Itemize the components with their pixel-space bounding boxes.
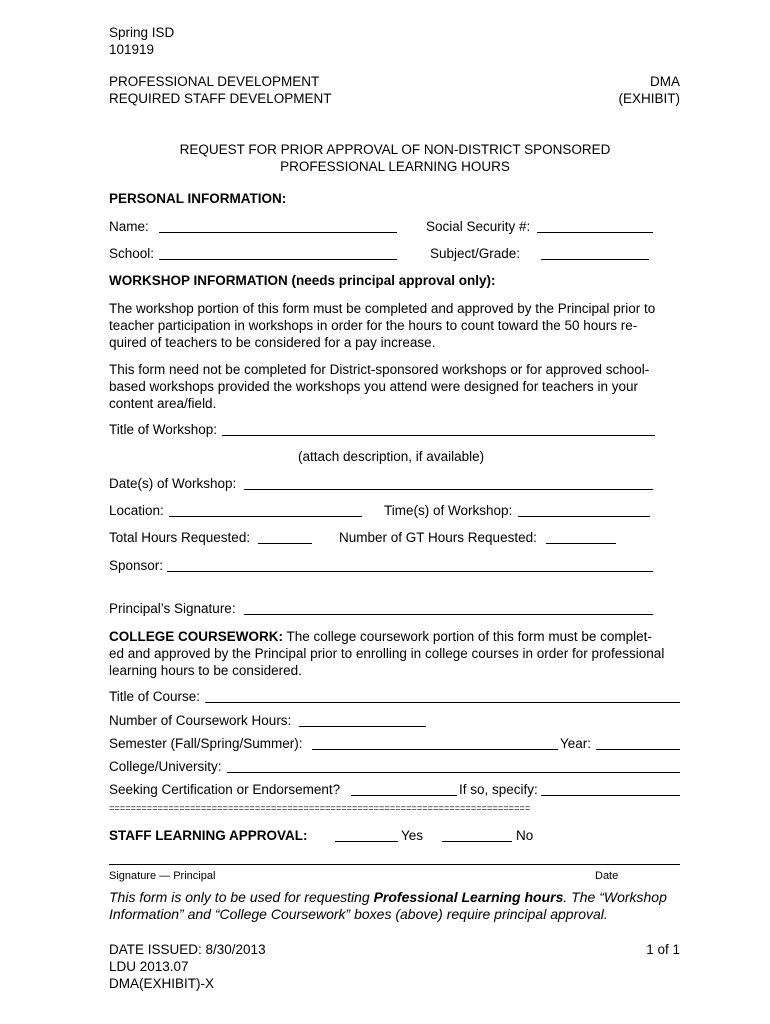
total-hours-field[interactable] xyxy=(258,543,312,544)
attach-description-note: (attach description, if available) xyxy=(298,449,485,464)
workshop-paragraph-2-line-2: based workshops provided the workshops you attend were designed for teachers in your xyxy=(109,379,639,394)
college-paragraph-line-3: learning hours to be considered. xyxy=(109,663,302,678)
principal-signature-label: Principal’s Signature: xyxy=(109,601,236,616)
footnote-line-1 xyxy=(109,889,667,906)
name-label: Name: xyxy=(109,219,149,234)
personal-info-heading: PERSONAL INFORMATION: xyxy=(109,191,287,206)
subject-grade-field[interactable] xyxy=(541,259,649,260)
footnote-line-1-end: . The “Workshop xyxy=(563,889,667,905)
gt-hours-field[interactable] xyxy=(546,543,616,544)
location-field[interactable] xyxy=(169,516,362,517)
approval-yes-label: Yes xyxy=(401,828,424,843)
section-title: PROFESSIONAL DEVELOPMENT xyxy=(109,74,320,89)
college-coursework-heading: COLLEGE COURSEWORK: xyxy=(109,629,283,644)
workshop-title-field[interactable] xyxy=(222,435,655,436)
coursework-hours-label: Number of Coursework Hours: xyxy=(109,713,292,728)
college-university-field[interactable] xyxy=(227,772,680,773)
policy-code: DMA xyxy=(650,74,680,89)
principal-signature-field[interactable] xyxy=(244,614,653,615)
form-title-line2: PROFESSIONAL LEARNING HOURS xyxy=(280,159,510,174)
separator-line: ============================================================================== xyxy=(109,804,531,814)
staff-approval-heading: STAFF LEARNING APPROVAL: xyxy=(109,828,308,843)
specify-field[interactable] xyxy=(541,795,680,796)
college-paragraph-intro: The college coursework portion of this form must be complet- xyxy=(286,629,652,644)
form-title-line1: REQUEST FOR PRIOR APPROVAL OF NON-DISTRICT SPONSORED xyxy=(179,142,611,157)
sponsor-field[interactable] xyxy=(167,571,653,572)
workshop-times-field[interactable] xyxy=(518,516,650,517)
gt-hours-label: Number of GT Hours Requested: xyxy=(339,530,537,545)
ldu-number: LDU 2013.07 xyxy=(109,959,189,974)
school-label: School: xyxy=(109,246,155,261)
semester-field[interactable] xyxy=(312,749,558,750)
school-field[interactable] xyxy=(159,259,397,260)
exhibit-code: DMA(EXHIBIT)-X xyxy=(109,976,215,991)
specify-label: If so, specify: xyxy=(459,782,538,797)
total-hours-label: Total Hours Requested: xyxy=(109,530,251,545)
workshop-dates-label: Date(s) of Workshop: xyxy=(109,476,237,491)
sponsor-label: Sponsor: xyxy=(109,558,164,573)
approval-no-label: No xyxy=(516,828,534,843)
name-field[interactable] xyxy=(159,232,397,233)
workshop-paragraph-2-line-3: content area/field. xyxy=(109,396,217,411)
year-field[interactable] xyxy=(596,749,680,750)
certification-label: Seeking Certification or Endorsement? xyxy=(109,782,341,797)
course-title-label: Title of Course: xyxy=(109,689,201,704)
certification-field[interactable] xyxy=(351,795,457,796)
course-title-field[interactable] xyxy=(205,702,680,703)
page-number: 1 of 1 xyxy=(646,942,680,957)
approval-no-field[interactable] xyxy=(442,841,512,842)
coursework-hours-field[interactable] xyxy=(299,726,426,727)
workshop-title-label: Title of Workshop: xyxy=(109,422,218,437)
policy-type: (EXHIBIT) xyxy=(618,91,680,106)
principal-signature-line[interactable] xyxy=(109,864,680,865)
date-caption: Date xyxy=(595,870,619,882)
footnote-line-2: Information” and “College Coursework” boxes (above) require principal approval. xyxy=(109,906,608,922)
workshop-heading: WORKSHOP INFORMATION (needs principal approval only): xyxy=(109,273,496,288)
approval-yes-field[interactable] xyxy=(335,841,398,842)
signature-principal-caption: Signature — Principal xyxy=(109,870,216,882)
workshop-paragraph-1-line-1: The workshop portion of this form must be completed and approved by the Principal prior to xyxy=(109,301,656,316)
footnote-emphasis: Professional Learning hours xyxy=(373,889,564,905)
workshop-paragraph-2-line-1: This form need not be completed for District-sponsored workshops or for approved school- xyxy=(109,362,650,377)
workshop-paragraph-1-line-2: teacher participation in workshops in order for the hours to count toward the 50 hours re- xyxy=(109,318,638,333)
year-label: Year: xyxy=(560,736,592,751)
college-university-label: College/University: xyxy=(109,759,222,774)
semester-label: Semester (Fall/Spring/Summer): xyxy=(109,736,303,751)
subject-grade-label: Subject/Grade: xyxy=(430,246,521,261)
workshop-paragraph-1-line-3: quired of teachers to be considered for a pay increase. xyxy=(109,335,436,350)
workshop-dates-field[interactable] xyxy=(244,489,653,490)
date-issued: DATE ISSUED: 8/30/2013 xyxy=(109,942,266,957)
footnote-line-1-start: This form is only to be used for requesting xyxy=(109,889,374,905)
college-paragraph-line-1 xyxy=(109,628,652,645)
workshop-times-label: Time(s) of Workshop: xyxy=(384,503,513,518)
ssn-label: Social Security #: xyxy=(426,219,531,234)
ssn-field[interactable] xyxy=(537,232,653,233)
section-subtitle: REQUIRED STAFF DEVELOPMENT xyxy=(109,91,332,106)
district-code: 101919 xyxy=(109,42,155,57)
location-label: Location: xyxy=(109,503,164,518)
college-paragraph-line-2: ed and approved by the Principal prior to enrolling in college courses in order for professional xyxy=(109,646,665,661)
district-name: Spring ISD xyxy=(109,25,175,40)
